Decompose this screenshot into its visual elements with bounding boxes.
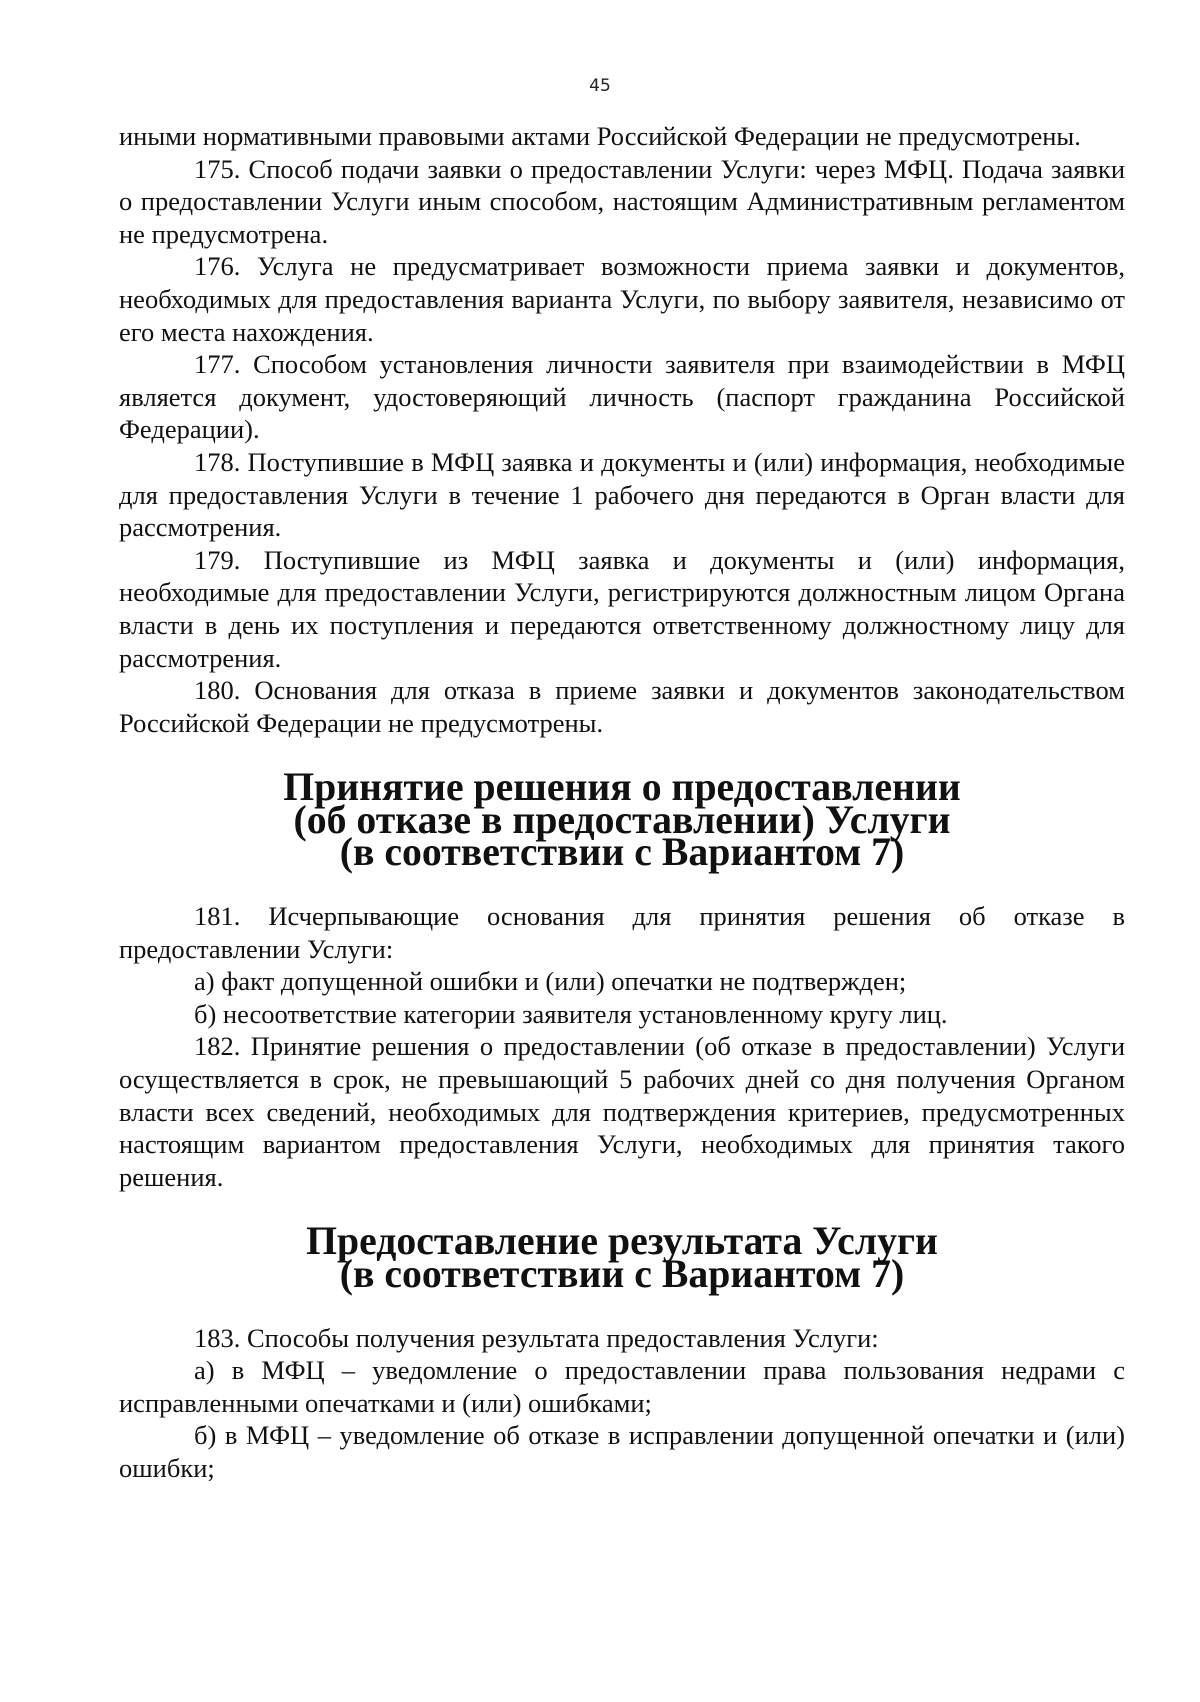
paragraph-183-a: а) в МФЦ – уведомление о предоставлении права пользования недрами с исправленными опечатками и (или) ошибками; (119, 1355, 1125, 1418)
section-heading-result-line-2: (в соответствии с Вариантом 7) (339, 1252, 905, 1296)
document-body (119, 120, 1125, 1485)
paragraph-181: 181. Исчерпывающие основания для принятия решения об отказе в предоставлении Услуги: (119, 901, 1125, 964)
section-heading-result (119, 1219, 1125, 1296)
section-heading-decision-line-2: (об отказе в предоставлении) Услуги (293, 797, 951, 842)
paragraph-180: 180. Основания для отказа в приеме заявки и документов законодательством Российской Федерации не предусмотрены. (119, 675, 1125, 738)
paragraph-178: 178. Поступившие в МФЦ заявка и документы и (или) информация, необходимые для предоставления Услуги в течение 1 рабочего дня передаются в Орган власти для рассмотрения. (119, 446, 1125, 543)
paragraph-177: 177. Способом установления личности заявителя при взаимодействии в МФЦ является документ, удостоверяющий личность (паспорт гражданина Российской Федерации). (119, 349, 1125, 445)
paragraph-179: 179. Поступившие из МФЦ заявка и документы и (или) информация, необходимые для предоставлении Услуги, регистрируются должностным лицом Органа власти в день их поступления и передаются ответственному должностному лицу для рассмотрения. (119, 544, 1125, 673)
paragraph-182: 182. Принятие решения о предоставлении (об отказе в предоставлении) Услуги осуществляется в срок, не превышающий 5 рабочих дней со дня получения Органом власти всех сведений, необходимых для подтверждения критериев, предусмотренных настоящим вариантом предоставления Услуги, необходимых для принятия такого решения. (119, 1031, 1125, 1192)
page-number: 45 (589, 76, 611, 96)
paragraph-183-b: б) в МФЦ – уведомление об отказе в исправлении допущенной опечатки и (или) ошибки; (119, 1420, 1125, 1483)
paragraph-181-a: а) факт допущенной ошибки и (или) опечатки не подтвержден; (194, 966, 907, 997)
paragraph-181-b: б) несоответствие категории заявителя установленному кругу лиц. (194, 998, 948, 1029)
paragraph-175: 175. Способ подачи заявки о предоставлении Услуги: через МФЦ. Подача заявки о предоставлении Услуги иным способом, настоящим Административным регламентом не предусмотрена. (119, 153, 1125, 249)
section-heading-decision-line-3: (в соответствии с Вариантом 7) (339, 830, 905, 875)
paragraph-continuation: иными нормативными правовыми актами Российской Федерации не предусмотрены. (119, 121, 1081, 151)
paragraph-176: 176. Услуга не предусматривает возможности приема заявки и документов, необходимых для предоставления варианта Услуги, по выбору заявителя, независимо от его места нахождения. (119, 251, 1125, 347)
section-heading-decision (119, 765, 1125, 875)
section-heading-decision-line-1: Принятие решения о предоставлении (283, 765, 961, 810)
section-heading-result-line-1: Предоставление результата Услуги (306, 1219, 938, 1264)
paragraph-183: 183. Способы получения результата предоставления Услуги: (194, 1322, 879, 1353)
